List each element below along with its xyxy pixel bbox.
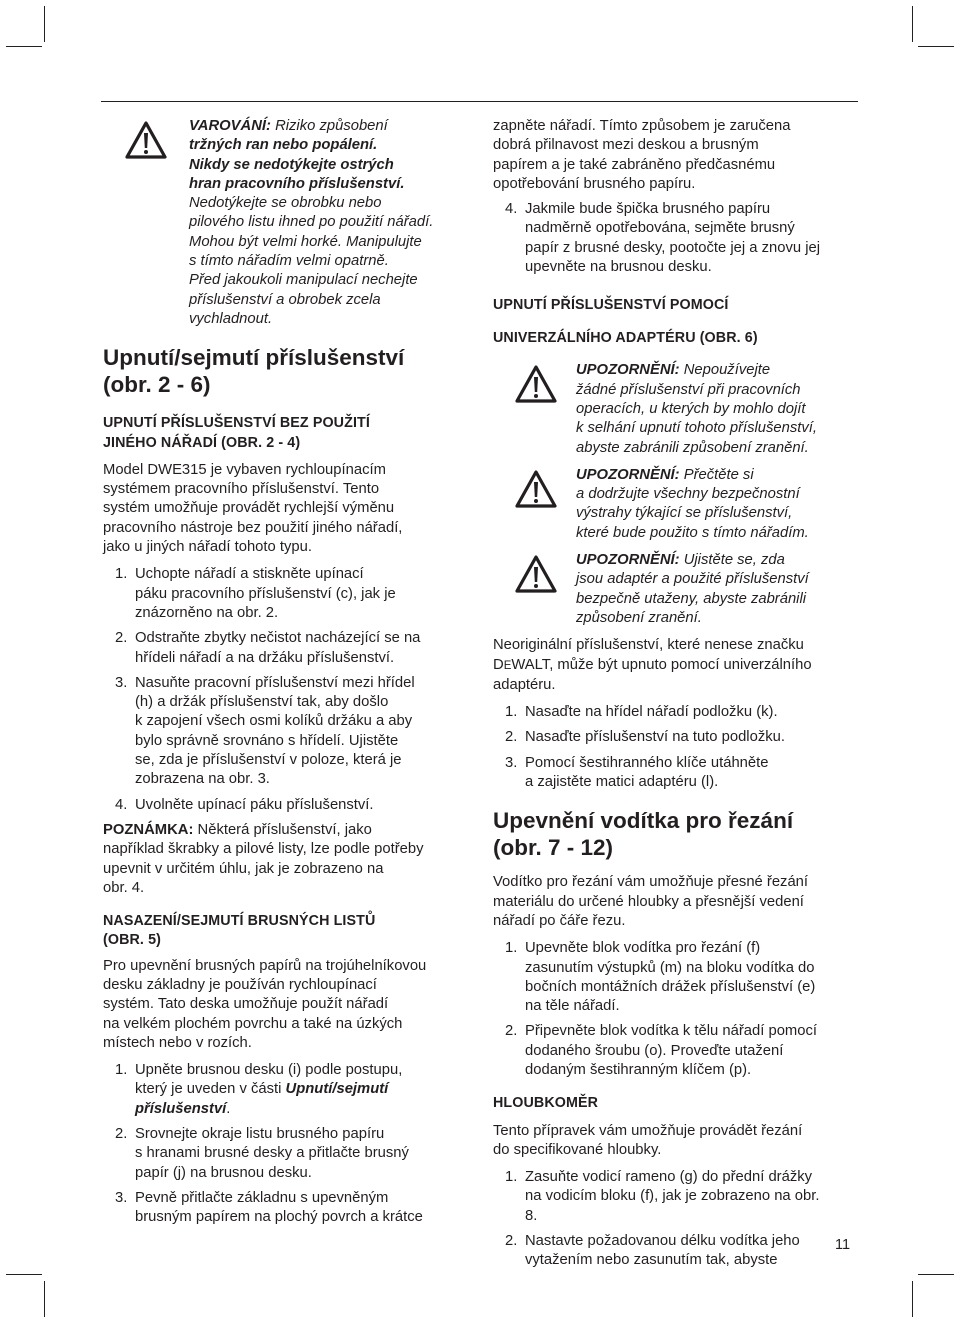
right-column	[493, 117, 863, 1277]
header-rule	[101, 101, 858, 102]
crop-mark-bottom-left	[44, 1281, 45, 1317]
crop-mark-bottom-right	[912, 1281, 913, 1317]
subheading-toolless: UPNUTÍ PŘÍSLUŠENSTVÍ BEZ POUŽITÍ JINÉHO NÁŘADÍ (OBR. 2 - 4)	[103, 415, 370, 451]
section-heading-cutting-guide: Upevnění vodítka pro řezání (obr. 7 - 12)	[493, 808, 794, 860]
warning-triangle-icon	[515, 470, 557, 508]
warning-triangle-icon	[515, 365, 557, 403]
list-item: 2. Nasaďte příslušenství na tuto podložku.	[505, 729, 785, 746]
steps-cutting-guide	[493, 939, 863, 1080]
paragraph-depth-gauge: Tento přípravek vám umožňuje provádět řezání do specifikované hloubky.	[493, 1122, 803, 1158]
paragraph-quick-change: Model DWE315 je vybaven rychloupínacím systémem pracovního příslušenství. Tento systém umožňuje provádět rychlejší výměnu pracovního nástroje bez použití jiného nářadí, jako u jiných nářadí tohoto typu.	[103, 461, 403, 556]
warning-block	[103, 117, 473, 329]
crop-mark-top-left	[44, 6, 45, 42]
caution-text: UPOZORNĚNÍ: Nepoužívejte žádné příslušenství při pracovních operacích, u kterých by mohlo dojít k selhání upnutí tohoto příslušenství, abyste zabránili způsobení zranění.	[576, 362, 818, 456]
subheading-depth-gauge: HLOUBKOMĚR	[493, 1095, 599, 1112]
list-item: 2. Nastavte požadovanou délku vodítka jeho vytažením nebo zasunutím tak, abyste	[505, 1233, 800, 1269]
paragraph-non-original: Neoriginální příslušenství, které nenese značku DEWALT, může být upnuto pomocí univerzálního adaptéru.	[493, 637, 812, 693]
list-item: 4. Jakmile bude špička brusného papíru nadměrně opotřebována, sejměte brusný papír z brusné desky, pootočte jej a znovu jej upevněte na brusnou desku.	[505, 201, 821, 276]
list-item: 4. Uvolněte upínací páku příslušenství.	[115, 796, 374, 813]
continued-paragraph: zapněte nářadí. Tímto způsobem je zaručena dobrá přilnavost mezi deskou a brusným papírem a je také zabráněno předčasnému opotřebování brusného papíru.	[493, 118, 791, 192]
list-item: 1. Nasaďte na hřídel nářadí podložku (k).	[505, 704, 778, 721]
crop-mark-right-top	[918, 46, 954, 47]
crop-mark-left-top	[6, 46, 42, 47]
steps-toolless	[103, 565, 473, 815]
subheading-universal-adapter: UPNUTÍ PŘÍSLUŠENSTVÍ POMOCÍ UNIVERZÁLNÍHO ADAPTÉRU (OBR. 6)	[493, 297, 758, 347]
caution-text: UPOZORNĚNÍ: Ujistěte se, zda jsou adaptér a použité příslušenství bezpečně utaženy, abyste zabránili způsobení zranění.	[576, 552, 809, 626]
caution-block-2	[493, 466, 863, 543]
list-item: 2. Odstraňte zbytky nečistot nacházející se na hřídeli nářadí a na držáku příslušenství.	[115, 630, 421, 666]
list-item: 2. Srovnejte okraje listu brusného papíru s hranami brusné desky a přitlačte brusný papír (j) na brusnou desku.	[115, 1126, 409, 1181]
list-item: 1. Zasuňte vodicí rameno (g) do přední drážky na vodicím bloku (f), jak je zobrazeno na obr. 8.	[505, 1169, 820, 1224]
brand-name: DEWALT	[493, 656, 550, 673]
list-item: 1. Upevněte blok vodítka pro řezání (f) zasunutím výstupků (m) na bloku vodítka do bočních montážních drážek příslušenství (e) na těle nářadí.	[505, 940, 816, 1015]
steps-adapter	[493, 703, 863, 792]
crop-mark-top-right	[912, 6, 913, 42]
page-number: 11	[835, 1237, 851, 1253]
crop-mark-right-bottom	[918, 1274, 954, 1275]
note-paragraph: POZNÁMKA: Některá příslušenství, jako například škrabky a pilové listy, lze podle potřeby upevnit v určitém úhlu, jak je zobrazeno na obr. 4.	[103, 821, 424, 896]
steps-depth-gauge	[493, 1168, 863, 1270]
warning-text: VAROVÁNÍ: Riziko způsobení tržných ran nebo popálení. Nikdy se nedotýkejte ostrých hran pracovního příslušenství. Nedotýkejte se obrobku nebo pilového listu ihned po použití nářadí. Mohou být velmi horké. Manipulujte s tímto nářadím velmi opatrně. Před jakoukoli manipulací nechejte příslušenství a obrobek zcela vychladnout.	[189, 118, 434, 327]
caution-block-3	[493, 551, 863, 628]
steps-sanding-continued	[493, 200, 863, 277]
caution-text: UPOZORNĚNÍ: Přečtěte si a dodržujte všechny bezpečnostní výstrahy týkající se příslušenství, které bude použito s tímto nářadím.	[576, 466, 809, 541]
list-item: 1. Uchopte nářadí a stiskněte upínací páku pracovního příslušenství (c), jak je znázorněno na obr. 2.	[115, 566, 396, 621]
subheading-sanding-sheets: NASAZENÍ/SEJMUTÍ BRUSNÝCH LISTŮ (OBR. 5)	[103, 913, 376, 949]
crop-mark-left-bottom	[6, 1274, 42, 1275]
warning-triangle-icon	[515, 555, 557, 593]
list-item: 3. Pevně přitlačte základnu s upevněným brusným papírem na plochý povrch a krátce	[115, 1189, 423, 1226]
paragraph-sanding-pad: Pro upevnění brusných papírů na trojúhelníkovou desku základny je používán rychloupínací systém. Tato deska umožňuje použít nářadí na velkém plochém povrchu a také na úzkých místech nebo v rozích.	[103, 957, 427, 1051]
list-item: 3. Nasuňte pracovní příslušenství mezi hřídel (h) a držák příslušenství tak, aby došlo k zapojení všech osmi kolíků držáku a aby bylo správně srovnáno s hřídelí. Ujistěte se, zda je příslušenství v poloze, která je zobrazena na obr. 3.	[115, 674, 415, 788]
list-item: 2. Připevněte blok vodítka k tělu nářadí pomocí dodaného šroubu (o). Proveďte utažení dodaným šestihranným klíčem (p).	[505, 1023, 817, 1078]
paragraph-cutting-guide: Vodítko pro řezání vám umožňuje přesné řezání materiálu do určené hloubky a přesnější vedení nářadí po čáře řezu.	[493, 874, 809, 929]
steps-sanding	[103, 1061, 473, 1227]
list-item: 3. Pomocí šestihranného klíče utáhněte a zajistěte matici adaptéru (l).	[505, 754, 769, 791]
section-heading-accessory-mounting: Upnutí/sejmutí příslušenství (obr. 2 - 6)	[103, 345, 405, 397]
warning-triangle-icon	[125, 121, 167, 159]
left-column	[103, 117, 473, 1234]
caution-block-1	[493, 361, 863, 457]
list-item: 1. Upněte brusnou desku (i) podle postupu, který je uveden v části Upnutí/sejmutí příslušenství.	[115, 1062, 403, 1117]
